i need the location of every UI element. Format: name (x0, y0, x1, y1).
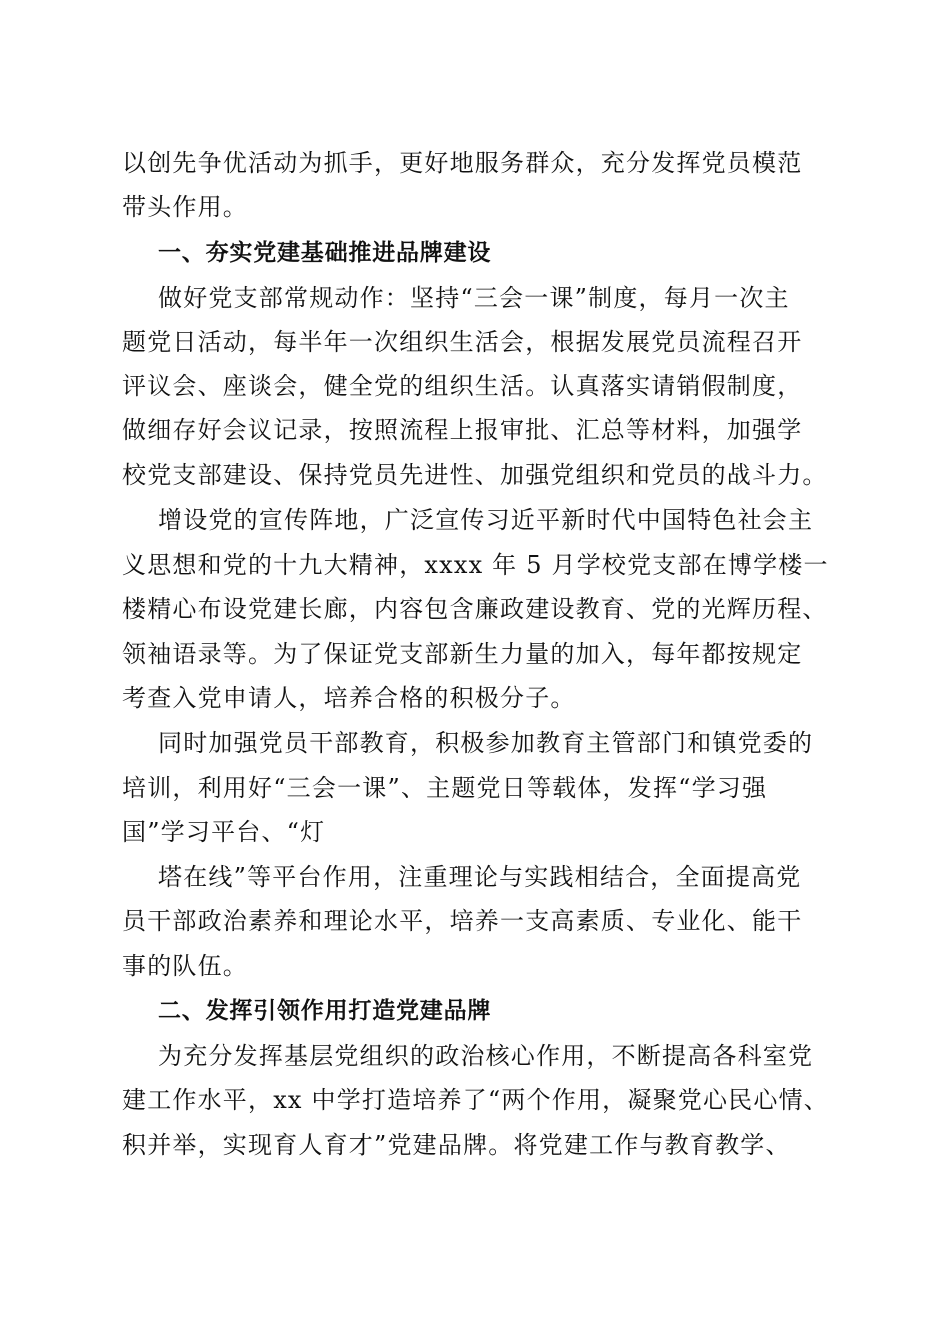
body-line: 楼精心布设党建长廊，内容包含廉政建设教育、党的光辉历程、 (122, 595, 828, 623)
body-line: 义思想和党的十九大精神，xxxx 年 5 月学校党支部在博学楼一 (122, 551, 829, 579)
body-line: 做好党支部常规动作：坚持“三会一课”制度，每月一次主 (158, 284, 790, 312)
body-line: 以创先争优活动为抓手，更好地服务群众，充分发挥党员模范 (122, 149, 803, 177)
body-line: 为充分发挥基层党组织的政治核心作用，不断提高各科室党 (158, 1042, 814, 1070)
body-line: 积并举，实现育人育才”党建品牌。将党建工作与教育教学、 (122, 1131, 791, 1159)
body-line: 增设党的宣传阵地，广泛宣传习近平新时代中国特色社会主 (158, 506, 814, 534)
body-line: 塔在线”等平台作用，注重理论与实践相结合，全面提高党 (158, 863, 802, 891)
section-heading-1: 一、夯实党建基础推进品牌建设 (158, 240, 492, 266)
body-line: 做细存好会议记录，按照流程上报审批、汇总等材料，加强学 (122, 416, 803, 444)
body-line: 国”学习平台、“灯 (122, 818, 326, 846)
body-line: 评议会、座谈会，健全党的组织生活。认真落实请销假制度， (122, 372, 803, 400)
body-line: 考查入党申请人，培养合格的积极分子。 (122, 684, 576, 712)
body-line: 员干部政治素养和理论水平，培养一支高素质、专业化、能干 (122, 907, 803, 935)
body-line: 校党支部建设、保持党员先进性、加强党组织和党员的战斗力。 (122, 461, 828, 489)
body-line: 建工作水平，xx 中学打造培养了“两个作用，凝聚党心民心情、 (122, 1086, 829, 1114)
body-line: 领袖语录等。为了保证党支部新生力量的加入，每年都按规定 (122, 640, 803, 668)
body-line: 带头作用。 (122, 193, 248, 221)
body-line: 同时加强党员干部教育，积极参加教育主管部门和镇党委的 (158, 729, 814, 757)
body-line: 培训，利用好“三会一课”、主题党日等载体，发挥“学习强 (122, 774, 768, 802)
body-line: 题党日活动，每半年一次组织生活会，根据发展党员流程召开 (122, 328, 803, 356)
section-heading-2: 二、发挥引领作用打造党建品牌 (158, 998, 492, 1024)
body-line: 事的队伍。 (122, 952, 248, 980)
